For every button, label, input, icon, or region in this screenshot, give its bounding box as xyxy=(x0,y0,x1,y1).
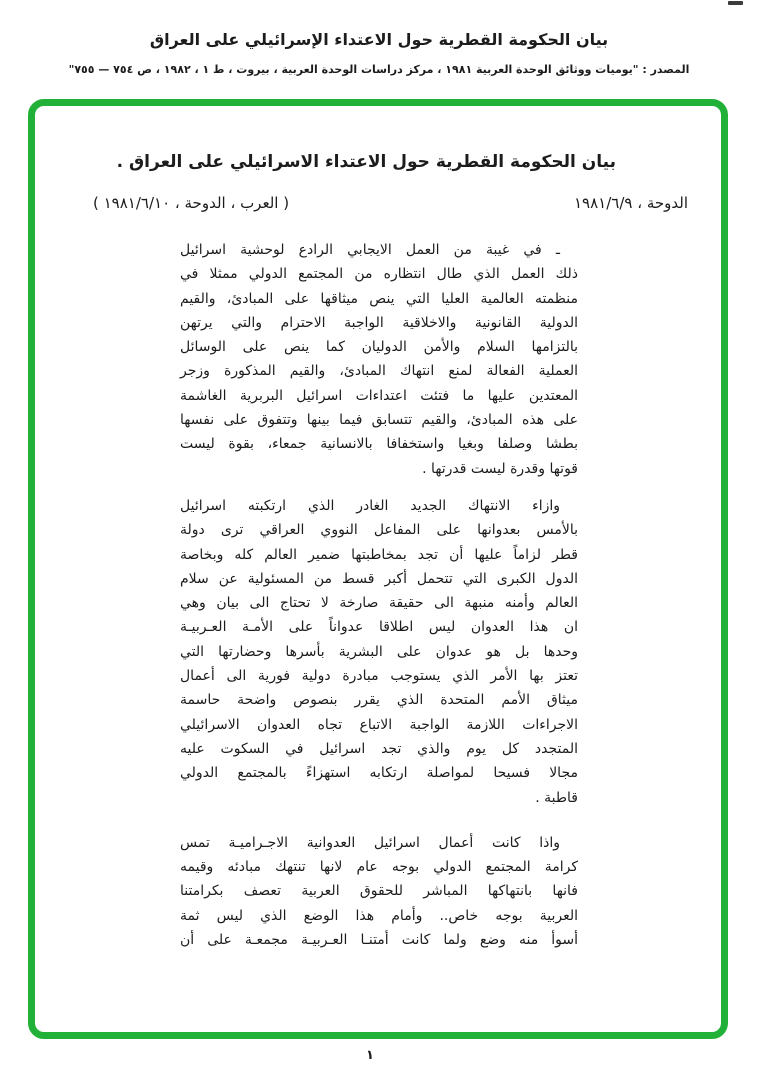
text-line: تعتز بها الأمر الذي يستوجب مبادرة دولية فورية الى أعمال xyxy=(180,668,578,685)
text-line: منظمته العالمية العليا التي ينص ميثاقها على المبادئ، والقيم xyxy=(180,290,578,307)
text-line: واذا كانت أعمال اسرائيل العدوانية الاجـراميـة تمس xyxy=(180,834,560,851)
text-line: الاجراءات اللازمة الواجبة الاتباع تجاه العدوان الاسرائيلي xyxy=(180,716,578,733)
text-line: قوتها وقدرة ليست قدرتها . xyxy=(422,460,578,477)
text-line: العالم وأمنه منبهة الى حقيقة صارخة لا تحتاج الى بيان وهي xyxy=(180,595,578,612)
dateline-place-date: الدوحة ، ١٩٨١/٦/٩ xyxy=(574,194,688,212)
text-line: ان هذا العدوان ليس اطلاقا عدواناً على الأمـة العـربيـة xyxy=(180,619,578,636)
text-line: ذلك العمل الذي طال انتظاره من المجتمع الدولي ممثلا في xyxy=(180,266,578,283)
text-line: بالأمس بعدوانها على المفاعل النووي العراقي ترى دولة xyxy=(180,522,578,539)
text-line: المتجدد كل يوم والذي تجد اسرائيل في السكوت عليه xyxy=(180,740,578,757)
text-line: بطشا وصلفا وبغيا واستخفافا بالانسانية جمعاء، بقوة ليست xyxy=(180,436,578,453)
text-line: مجالا فسيحا لمواصلة ارتكابه استهزاءً بالمجتمع الدولي xyxy=(180,765,578,782)
text-line: أسوأ منه وضع ولما كانت أمتنـا العـربيـة مجمعـة على أن xyxy=(180,932,578,949)
text-line: بالتزامها السلام والأمن الدوليان كما ينص على الوسائل xyxy=(180,339,578,356)
text-line: الدول الكبرى التي تتحمل أكبر قسط من المسئولية عن سلام xyxy=(180,570,578,587)
text-line: ـ في غيبة من العمل الايجابي الرادع لوحشية اسرائيل xyxy=(180,242,560,258)
dateline-publication: ( العرب ، الدوحة ، ١٩٨١/٦/١٠ ) xyxy=(93,194,290,212)
text-line: على هذه المبادئ، والقيم تتسابق فيما بينها وتتفوق على نفسها xyxy=(180,412,578,429)
text-line: وازاء الانتهاك الجديد الغادر الذي ارتكبته اسرائيل xyxy=(180,497,560,514)
document-title: بيان الحكومة القطرية حول الاعتداء الاسرائيلي على العراق . xyxy=(116,152,616,172)
paragraph xyxy=(180,494,578,810)
source-citation: المصدر : "يوميات ووثائق الوحدة العربية ١٩٨١ ، مركز دراسات الوحدة العربية ، بيروت ، ط ١ ، ١٩٨٢ ، ص ٧٥٤ — ٧٥٥" xyxy=(68,63,690,76)
page-title: بيان الحكومة القطرية حول الاعتداء الإسرائيلي على العراق xyxy=(149,30,609,49)
text-line: الدولية القانونية والاخلاقية الواجبة الاحترام والتي يرتهن xyxy=(180,314,578,331)
paragraph xyxy=(180,831,578,952)
text-line: العملية الفعالة لمنع انتهاك المبادئ، والقيم المذكورة وزجر xyxy=(180,363,578,380)
corner-mark xyxy=(728,1,743,5)
text-line: وحدها بل هو عدوان على البشرية بأسرها وحضارتها التي xyxy=(180,643,578,660)
dateline xyxy=(35,194,721,220)
paragraph xyxy=(180,238,578,481)
text-line: قاطبة . xyxy=(535,789,578,806)
scanned-document-frame xyxy=(28,99,728,1039)
text-line: ميثاق الأمم المتحدة الذي يقرر بنصوص واضحة حاسمة xyxy=(180,692,578,709)
document-body xyxy=(180,238,578,952)
text-line: قطر لزاماً عليها أن تجد بمخاطبتها ضمير العالم كله وبخاصة xyxy=(180,546,578,563)
page-number: ١ xyxy=(366,1048,374,1063)
text-line: فانها بانتهاكها المباشر للحقوق العربية تعصف بكرامتنا xyxy=(180,883,578,900)
text-line: العربية بوجه خاص.. وأمام هذا الوضع الذي ليس ثمة xyxy=(180,907,578,924)
text-line: المعتدين عليها ما فتئت اعتداءات اسرائيل البربرية الغاشمة xyxy=(180,387,578,404)
text-line: كرامة المجتمع الدولي بوجه عام لانها تنتهك مبادئه وقيمه xyxy=(180,859,578,876)
